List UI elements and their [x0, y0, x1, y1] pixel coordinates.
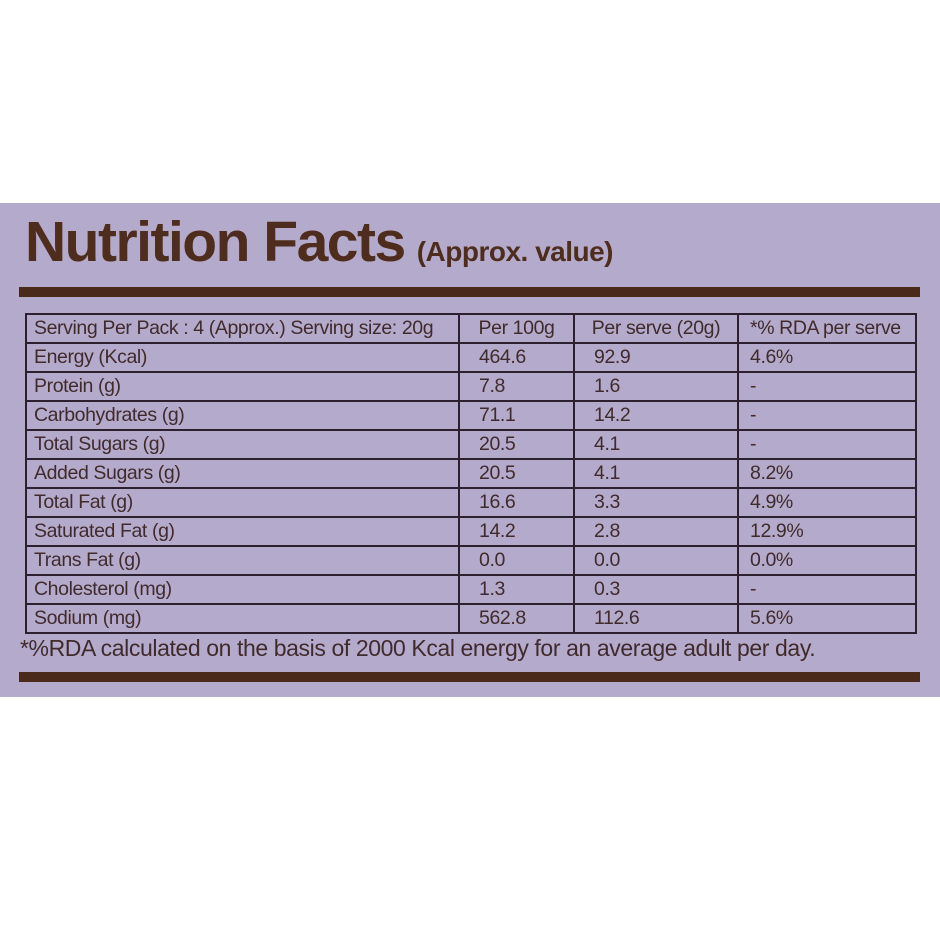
nutrient-cell: Trans Fat (g): [26, 546, 459, 575]
per-100g-cell: 16.6: [459, 488, 574, 517]
nutrient-cell: Carbohydrates (g): [26, 401, 459, 430]
title-subtitle: (Approx. value): [416, 236, 613, 267]
rda-cell: 4.6%: [738, 343, 916, 372]
table-row: [26, 517, 916, 546]
page-title: Nutrition Facts: [25, 210, 405, 274]
per-100g-cell: 562.8: [459, 604, 574, 633]
label-header: [25, 209, 613, 275]
column-header-per-100g: Per 100g: [459, 314, 574, 343]
table-row: [26, 575, 916, 604]
table-row: [26, 604, 916, 633]
nutrient-cell: Saturated Fat (g): [26, 517, 459, 546]
nutrient-cell: Added Sugars (g): [26, 459, 459, 488]
per-serve-cell: 4.1: [574, 430, 738, 459]
per-100g-cell: 1.3: [459, 575, 574, 604]
nutrient-cell: Energy (Kcal): [26, 343, 459, 372]
rda-cell: 0.0%: [738, 546, 916, 575]
nutrient-cell: Protein (g): [26, 372, 459, 401]
table-row: [26, 546, 916, 575]
rda-footnote: *%RDA calculated on the basis of 2000 Kcal energy for an average adult per day.: [20, 635, 816, 661]
per-serve-cell: 14.2: [574, 401, 738, 430]
table-row: [26, 372, 916, 401]
rda-cell: -: [738, 401, 916, 430]
table-row: [26, 488, 916, 517]
column-header-per-serve: Per serve (20g): [574, 314, 738, 343]
title-divider-bar: [19, 287, 920, 297]
column-header-rda: *% RDA per serve: [738, 314, 916, 343]
table-row: [26, 401, 916, 430]
per-100g-cell: 20.5: [459, 459, 574, 488]
per-100g-cell: 71.1: [459, 401, 574, 430]
per-serve-cell: 3.3: [574, 488, 738, 517]
per-serve-cell: 112.6: [574, 604, 738, 633]
table-row: [26, 430, 916, 459]
column-header-serving-info: Serving Per Pack : 4 (Approx.) Serving size: 20g: [26, 314, 459, 343]
bottom-divider-bar: [19, 672, 920, 682]
per-100g-cell: 14.2: [459, 517, 574, 546]
per-serve-cell: 0.0: [574, 546, 738, 575]
nutrition-label-panel: [0, 203, 940, 697]
per-100g-cell: 464.6: [459, 343, 574, 372]
nutrition-table: [25, 313, 917, 634]
nutrition-table-body: [26, 343, 916, 633]
per-serve-cell: 92.9: [574, 343, 738, 372]
rda-cell: 4.9%: [738, 488, 916, 517]
per-100g-cell: 20.5: [459, 430, 574, 459]
nutrient-cell: Sodium (mg): [26, 604, 459, 633]
per-100g-cell: 0.0: [459, 546, 574, 575]
rda-cell: -: [738, 430, 916, 459]
nutrient-cell: Cholesterol (mg): [26, 575, 459, 604]
table-header-row: [26, 314, 916, 343]
per-serve-cell: 4.1: [574, 459, 738, 488]
per-serve-cell: 1.6: [574, 372, 738, 401]
per-serve-cell: 0.3: [574, 575, 738, 604]
table-row: [26, 343, 916, 372]
rda-cell: 8.2%: [738, 459, 916, 488]
nutrient-cell: Total Fat (g): [26, 488, 459, 517]
rda-cell: 5.6%: [738, 604, 916, 633]
per-serve-cell: 2.8: [574, 517, 738, 546]
per-100g-cell: 7.8: [459, 372, 574, 401]
table-row: [26, 459, 916, 488]
nutrient-cell: Total Sugars (g): [26, 430, 459, 459]
rda-cell: 12.9%: [738, 517, 916, 546]
rda-cell: -: [738, 372, 916, 401]
rda-cell: -: [738, 575, 916, 604]
